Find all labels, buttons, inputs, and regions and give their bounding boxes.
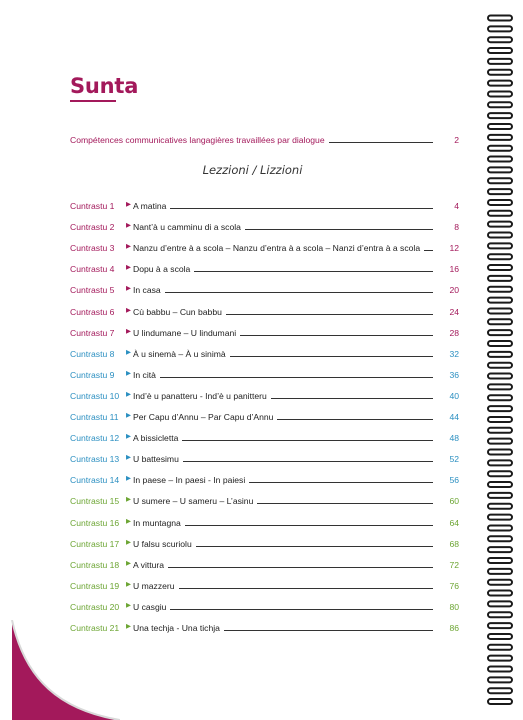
entry-title: A bissicletta xyxy=(133,433,179,444)
spiral-ring xyxy=(488,384,512,389)
toc-entry[interactable] xyxy=(70,197,459,211)
leader-line xyxy=(185,525,433,526)
spiral-ring xyxy=(488,16,512,21)
leader-line xyxy=(226,314,433,315)
spiral-ring xyxy=(488,26,512,31)
spiral-ring xyxy=(488,298,512,303)
toc-entry[interactable] xyxy=(70,408,459,422)
spiral-ring xyxy=(488,645,512,650)
toc-entry[interactable] xyxy=(70,366,459,380)
triangle-right-icon: ▶ xyxy=(126,580,131,588)
entry-title: U sumere – U sameru – L’asinu xyxy=(133,496,254,507)
leader-line xyxy=(160,377,433,378)
spiral-ring xyxy=(488,167,512,172)
entry-page: 28 xyxy=(449,327,459,338)
corner-decoration xyxy=(0,620,120,720)
toc-entry[interactable] xyxy=(70,577,459,591)
spiral-ring xyxy=(488,515,512,520)
spiral-ring xyxy=(488,91,512,96)
entry-title: U battesimu xyxy=(133,454,179,465)
triangle-right-icon: ▶ xyxy=(126,390,131,398)
spiral-ring xyxy=(488,59,512,64)
spiral-ring xyxy=(488,688,512,693)
entry-title: Dopu à a scola xyxy=(133,264,191,275)
entry-title: Per Capu d’Annu – Par Capu d’Annu xyxy=(133,412,274,422)
spiral-ring xyxy=(488,450,512,455)
entry-page: 12 xyxy=(449,243,459,254)
entry-page: 20 xyxy=(449,285,459,296)
entry-title: Nanzu d’entre à a scola – Nanzu d’entra à a scola – Nanzi d’entra à a scola xyxy=(133,243,421,254)
leader-line xyxy=(170,208,433,209)
entry-page: 80 xyxy=(449,601,459,612)
toc-entry[interactable] xyxy=(70,239,459,253)
spiral-ring xyxy=(488,254,512,259)
triangle-right-icon: ▶ xyxy=(126,454,131,462)
entry-label: Cuntrastu 6 xyxy=(70,306,115,317)
page-title: Sunta xyxy=(70,74,139,98)
entry-title: U mazzeru xyxy=(133,580,175,591)
entry-page: 24 xyxy=(449,306,459,317)
triangle-right-icon: ▶ xyxy=(126,264,131,272)
spiral-ring xyxy=(488,276,512,281)
entry-label: Cuntrastu 3 xyxy=(70,243,115,254)
spiral-ring xyxy=(488,363,512,368)
leader-line xyxy=(424,250,433,251)
entry-title: Cù babbu – Cun babbu xyxy=(133,306,222,317)
triangle-right-icon: ▶ xyxy=(126,222,131,230)
competences-entry[interactable] xyxy=(70,131,459,145)
spiral-ring xyxy=(488,81,512,86)
entry-label: Cuntrastu 1 xyxy=(70,201,115,211)
spiral-ring xyxy=(488,536,512,541)
leader-line xyxy=(329,142,433,143)
entry-label: Cuntrastu 21 xyxy=(70,623,120,633)
spiral-ring xyxy=(488,504,512,509)
spiral-ring xyxy=(488,667,512,672)
entry-label: Cuntrastu 7 xyxy=(70,327,115,338)
entry-label: Cuntrastu 8 xyxy=(70,348,115,359)
spiral-ring xyxy=(488,547,512,552)
spiral-ring xyxy=(488,287,512,292)
entry-page: 86 xyxy=(449,623,459,633)
spiral-ring xyxy=(488,135,512,140)
spiral-ring xyxy=(488,591,512,596)
spiral-ring xyxy=(488,330,512,335)
leader-line xyxy=(183,461,433,462)
entry-label: Cuntrastu 15 xyxy=(70,496,120,507)
spiral-ring xyxy=(488,265,512,270)
spiral-ring xyxy=(488,211,512,216)
leader-line xyxy=(240,335,433,336)
leader-line xyxy=(168,567,433,568)
entry-label: Cuntrastu 12 xyxy=(70,433,120,444)
toc-entry[interactable] xyxy=(70,450,459,464)
spiral-ring xyxy=(488,677,512,682)
spiral-ring xyxy=(488,102,512,107)
leader-line xyxy=(257,503,433,504)
spiral-ring xyxy=(488,569,512,574)
leader-line xyxy=(230,356,433,357)
spiral-ring xyxy=(488,699,512,704)
spiral-ring xyxy=(488,623,512,628)
toc-entry[interactable] xyxy=(70,598,459,612)
leader-line xyxy=(165,292,433,293)
entry-title: Nant’à u camminu di a scola xyxy=(133,222,241,233)
entry-title: U lindumane – U lindumani xyxy=(133,327,237,338)
entry-page: 44 xyxy=(449,412,459,422)
leader-line xyxy=(182,440,433,441)
entry-page: 56 xyxy=(449,475,459,486)
spiral-ring xyxy=(488,70,512,75)
spiral-ring xyxy=(488,341,512,346)
section-title: Lezzioni / Lizzioni xyxy=(202,163,303,177)
entry-title: Ind’è u panatteru - Ind’è u panitteru xyxy=(133,390,267,401)
leader-line xyxy=(194,271,433,272)
spiral-ring xyxy=(488,580,512,585)
entry-page: 4 xyxy=(454,201,459,211)
leader-line xyxy=(277,419,433,420)
entry-title: Una techja - Una tichja xyxy=(133,623,220,633)
spiral-ring xyxy=(488,124,512,129)
spiral-ring xyxy=(488,482,512,487)
triangle-right-icon: ▶ xyxy=(126,496,131,504)
entry-page: 60 xyxy=(449,496,459,507)
spiral-binding xyxy=(485,10,515,720)
spiral-ring xyxy=(488,178,512,183)
toc-entry[interactable] xyxy=(70,324,459,338)
triangle-right-icon: ▶ xyxy=(126,369,131,377)
spiral-ring xyxy=(488,493,512,498)
spiral-ring xyxy=(488,189,512,194)
entry-page: 68 xyxy=(449,538,459,549)
spiral-ring xyxy=(488,200,512,205)
toc-entry[interactable] xyxy=(70,387,459,401)
spiral-ring xyxy=(488,460,512,465)
toc-entry[interactable] xyxy=(70,429,459,443)
spiral-ring xyxy=(488,233,512,238)
triangle-right-icon: ▶ xyxy=(126,306,131,314)
leader-line xyxy=(271,398,433,399)
spiral-ring xyxy=(488,37,512,42)
triangle-right-icon: ▶ xyxy=(126,201,131,208)
triangle-right-icon: ▶ xyxy=(126,517,131,525)
spiral-ring xyxy=(488,222,512,227)
entry-page: 8 xyxy=(454,222,459,233)
entry-page: 76 xyxy=(449,580,459,591)
entry-page: 16 xyxy=(449,264,459,275)
triangle-right-icon: ▶ xyxy=(126,538,131,546)
triangle-right-icon: ▶ xyxy=(126,348,131,356)
entry-label: Cuntrastu 5 xyxy=(70,285,115,296)
entry-title: A vittura xyxy=(133,559,165,570)
entry-page: 52 xyxy=(449,454,459,465)
toc-entry[interactable] xyxy=(70,556,459,570)
entry-label: Cuntrastu 20 xyxy=(70,601,120,612)
spiral-ring xyxy=(488,656,512,661)
spiral-ring xyxy=(488,471,512,476)
spiral-ring xyxy=(488,319,512,324)
spiral-ring xyxy=(488,612,512,617)
leader-line xyxy=(245,229,433,230)
entry-label: Cuntrastu 18 xyxy=(70,559,120,570)
entry-title: In cità xyxy=(133,369,156,380)
leader-line xyxy=(179,588,433,589)
entry-page: 36 xyxy=(449,369,459,380)
entry-label: Cuntrastu 9 xyxy=(70,369,115,380)
toc-entry[interactable] xyxy=(70,218,459,232)
toc-entry[interactable] xyxy=(70,303,459,317)
toc-entry[interactable] xyxy=(70,471,459,485)
entry-page: 48 xyxy=(449,433,459,444)
triangle-right-icon: ▶ xyxy=(126,433,131,441)
title-underline xyxy=(70,100,116,102)
entry-title: In muntagna xyxy=(133,517,181,528)
entry-page: 64 xyxy=(449,517,459,528)
spiral-ring xyxy=(488,352,512,357)
spiral-ring xyxy=(488,428,512,433)
entry-page: 72 xyxy=(449,559,459,570)
triangle-right-icon: ▶ xyxy=(126,623,131,630)
triangle-right-icon: ▶ xyxy=(126,412,131,419)
entry-title: U falsu scuriolu xyxy=(133,538,192,549)
entry-label: Cuntrastu 17 xyxy=(70,538,120,549)
toc-entry[interactable] xyxy=(70,514,459,528)
toc-entry[interactable] xyxy=(70,281,459,295)
spiral-ring xyxy=(488,395,512,400)
triangle-right-icon: ▶ xyxy=(126,601,131,609)
competences-text: Compétences communicatives langagières travaillées par dialogue xyxy=(70,135,325,145)
entry-label: Cuntrastu 4 xyxy=(70,264,115,275)
spiral-ring xyxy=(488,146,512,151)
entry-title: In paese – In paesi - In paiesi xyxy=(133,475,246,486)
competences-page: 2 xyxy=(454,135,459,145)
leader-line xyxy=(224,630,433,631)
spiral-ring xyxy=(488,406,512,411)
spiral-ring xyxy=(488,558,512,563)
spiral-ring xyxy=(488,157,512,162)
spiral-ring xyxy=(488,601,512,606)
leader-line xyxy=(170,609,433,610)
entry-label: Cuntrastu 14 xyxy=(70,475,120,486)
toc-entry[interactable] xyxy=(70,619,459,633)
spiral-ring xyxy=(488,243,512,248)
spiral-ring xyxy=(488,374,512,379)
entry-title: U casgiu xyxy=(133,601,167,612)
entry-title: À u sinemà – À u sinimà xyxy=(133,348,226,359)
spiral-ring xyxy=(488,417,512,422)
spiral-ring xyxy=(488,439,512,444)
entry-title: In casa xyxy=(133,285,161,296)
triangle-right-icon: ▶ xyxy=(126,285,131,293)
entry-label: Cuntrastu 13 xyxy=(70,454,120,465)
spiral-ring xyxy=(488,308,512,313)
triangle-right-icon: ▶ xyxy=(126,243,131,251)
toc-entry[interactable] xyxy=(70,535,459,549)
entry-label: Cuntrastu 19 xyxy=(70,580,120,591)
spiral-ring xyxy=(488,525,512,530)
entry-page: 40 xyxy=(449,390,459,401)
toc-entry[interactable] xyxy=(70,260,459,274)
spiral-ring xyxy=(488,634,512,639)
leader-line xyxy=(196,546,433,547)
triangle-right-icon: ▶ xyxy=(126,327,131,335)
section-title-wrap xyxy=(0,163,523,177)
entry-label: Cuntrastu 10 xyxy=(70,390,120,401)
leader-line xyxy=(249,482,433,483)
entry-label: Cuntrastu 2 xyxy=(70,222,115,233)
spiral-ring xyxy=(488,48,512,53)
toc-entry[interactable] xyxy=(70,492,459,506)
entry-label: Cuntrastu 16 xyxy=(70,517,120,528)
spiral-ring xyxy=(488,113,512,118)
entry-label: Cuntrastu 11 xyxy=(70,412,119,422)
entry-title: A matina xyxy=(133,201,167,211)
entry-page: 32 xyxy=(449,348,459,359)
toc-entry[interactable] xyxy=(70,345,459,359)
triangle-right-icon: ▶ xyxy=(126,559,131,567)
triangle-right-icon: ▶ xyxy=(126,475,131,483)
